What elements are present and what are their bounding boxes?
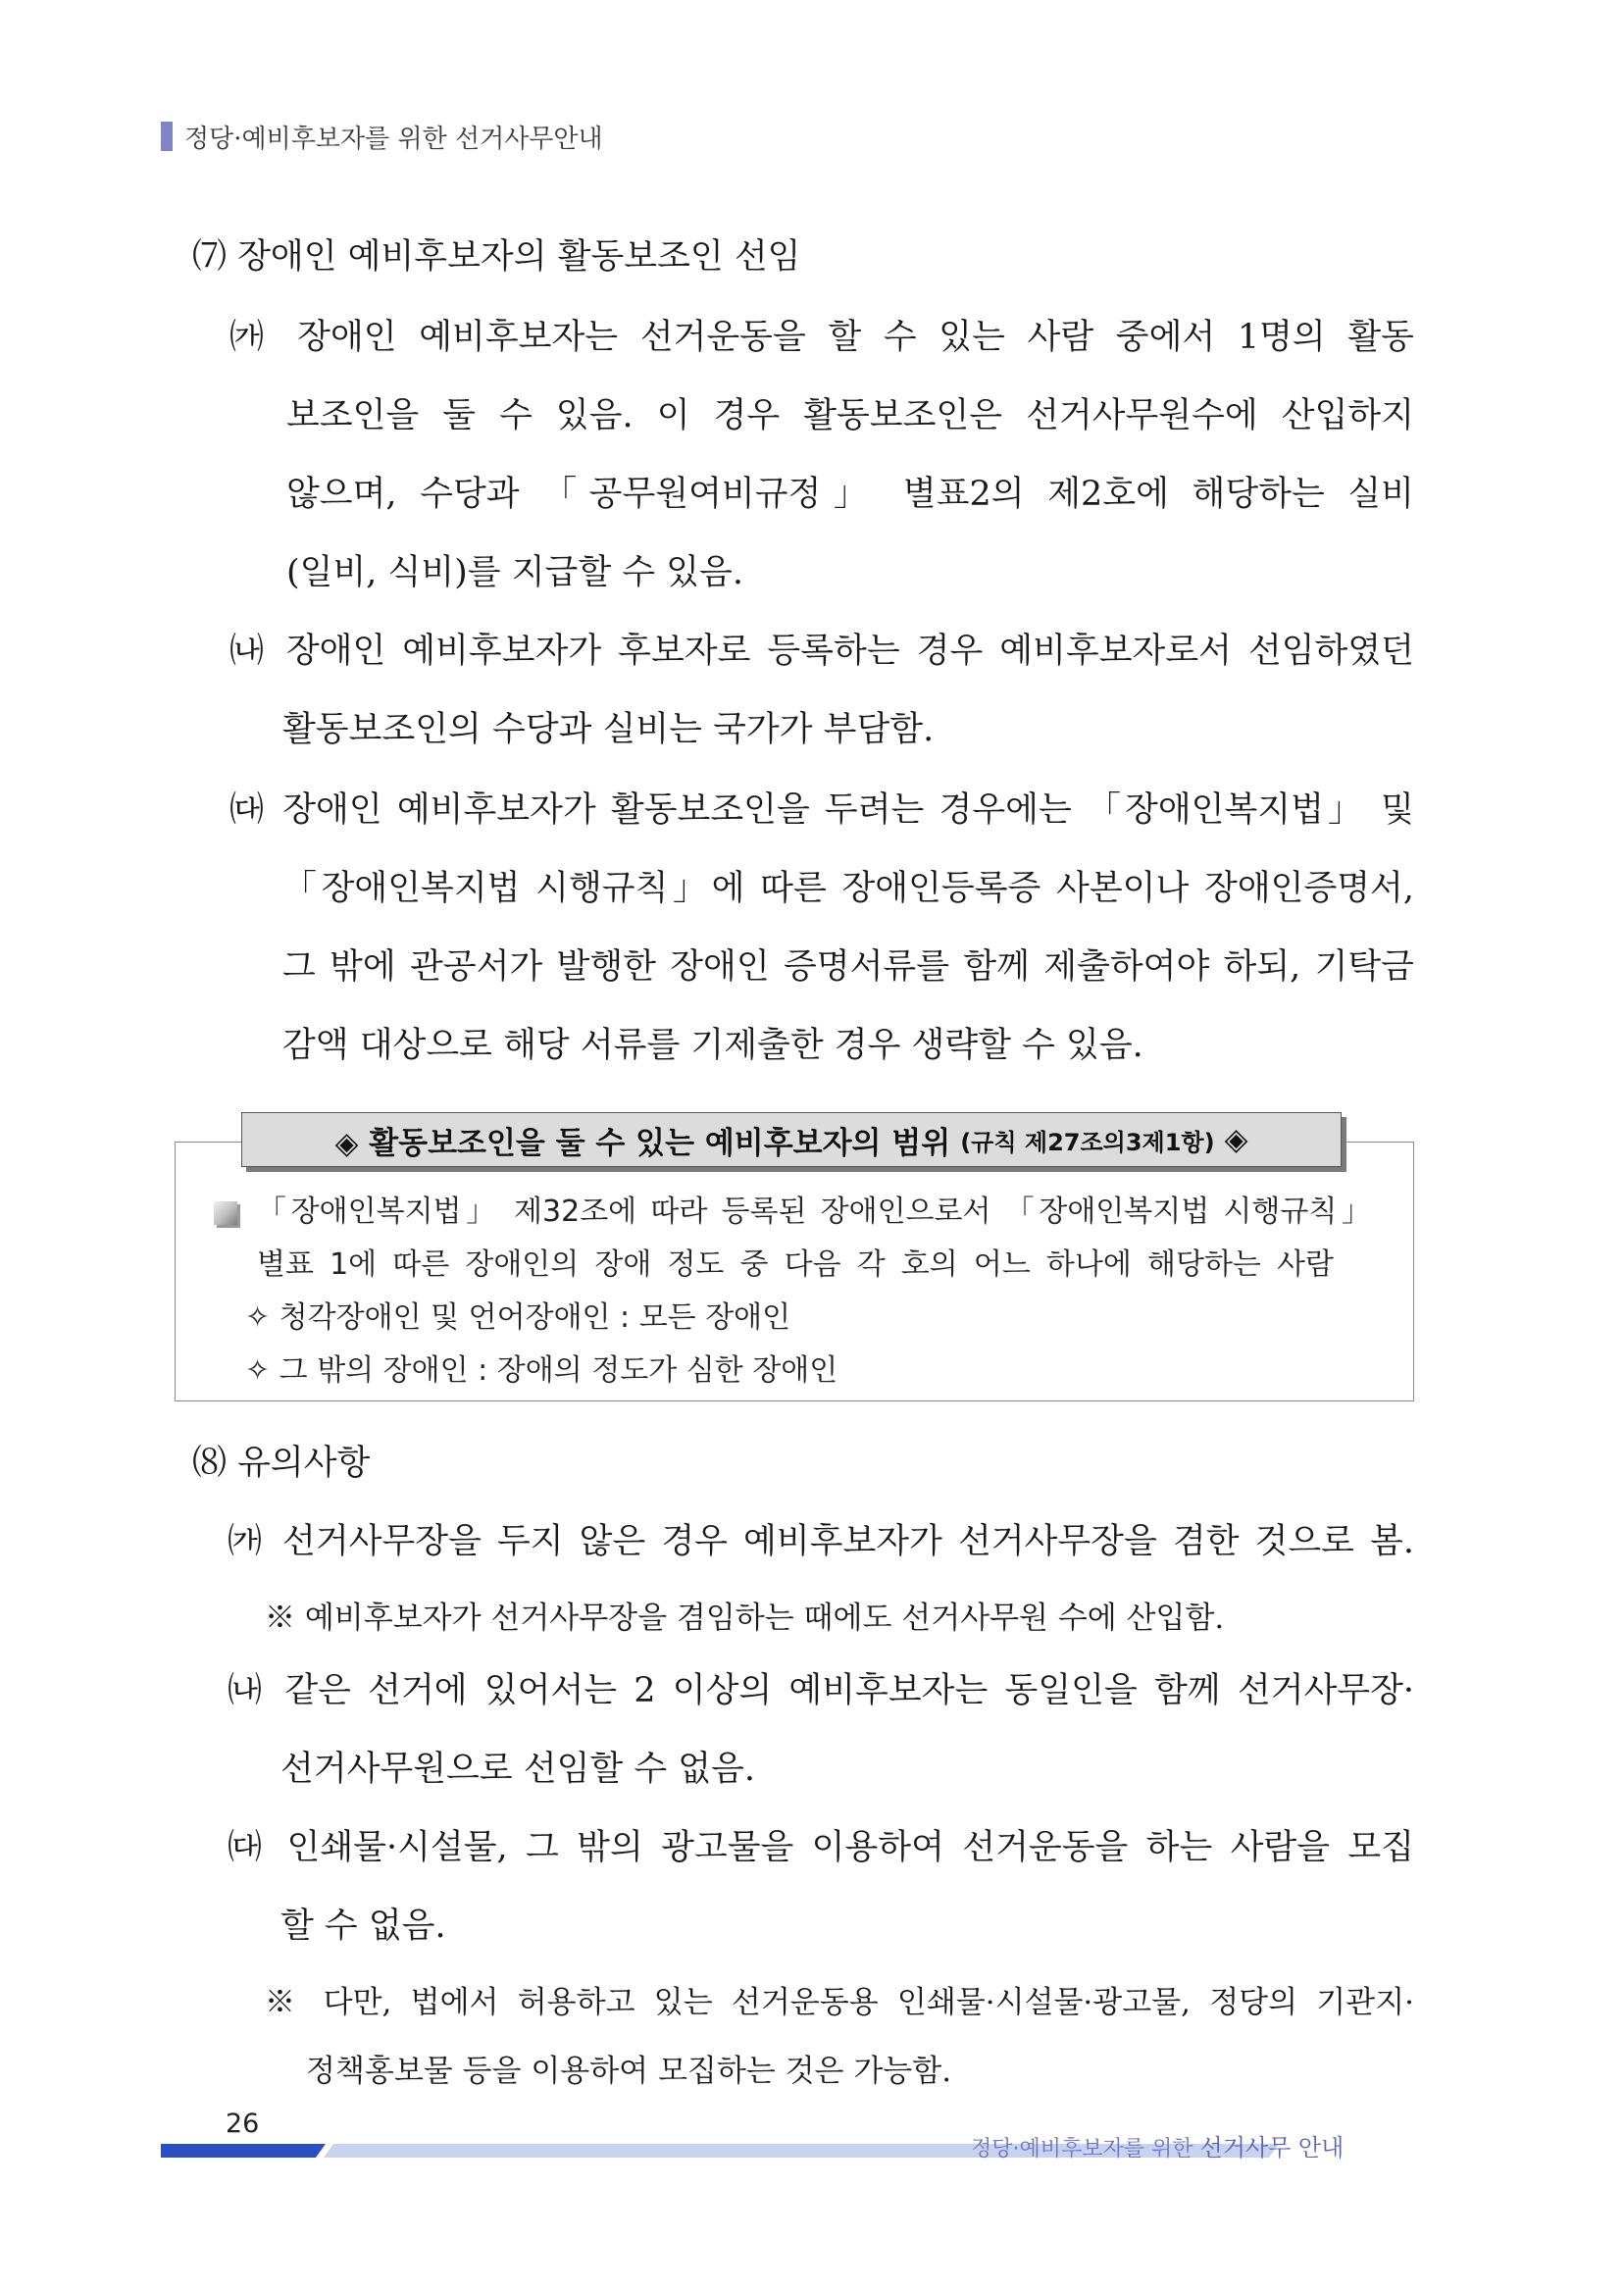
section7-ga-line4: (일비, 식비)를 지급할 수 있음. <box>286 553 743 592</box>
section8-ga: ㈎ 선거사무장을 두지 않은 경우 예비후보자가 선거사무장을 겸한 것으로 봄. <box>228 1522 1414 1561</box>
footer-title-small: 정당·예비후보자를 위한 <box>971 2137 1193 2162</box>
info-box-title-main: ◈ 활동보조인을 둘 수 있는 예비후보자의 범위 <box>334 1125 951 1161</box>
info-box-line2: 별표 1에 따른 장애인의 장애 정도 중 다음 각 호의 어느 하나에 해당하는 사람 <box>257 1247 1334 1282</box>
section8-da-line1: ㈐ 인쇄물·시설물, 그 밖의 광고물을 이용하여 선거운동을 하는 사람을 모집 <box>228 1828 1414 1867</box>
square-bullet-icon <box>214 1201 237 1225</box>
section7-na-line1: ㈏ 장애인 예비후보자가 후보자로 등록하는 경우 예비후보자로서 선임하였던 <box>229 632 1414 671</box>
section7-ga-line1: ㈎ 장애인 예비후보자는 선거운동을 할 수 있는 사람 중에서 1명의 활동 <box>229 318 1414 357</box>
footer-title-big: 선거사무 안내 <box>1199 2134 1345 2162</box>
running-header <box>161 120 603 153</box>
section8-ga-note: ※ 예비후보자가 선거사무장을 겸임하는 때에도 선거사무원 수에 산입함. <box>265 1601 1225 1636</box>
header-title: 정당·예비후보자를 위한 선거사무안내 <box>184 124 603 154</box>
section7-da-line1: ㈐ 장애인 예비후보자가 활동보조인을 두려는 경우에는 「장애인복지법」 및 <box>229 790 1414 830</box>
section8-da-note-line2: 정책홍보물 등을 이용하여 모집하는 것은 가능함. <box>306 2054 952 2089</box>
footer-title <box>971 2128 1344 2162</box>
info-box-title <box>241 1112 1342 1167</box>
section8-na-line2: 선거사무원으로 선임할 수 없음. <box>280 1750 756 1789</box>
section7-da-line3: 그 밖에 관공서가 발행한 장애인 증명서류를 함께 제출하여야 하되, 기탁금 <box>282 947 1414 987</box>
info-box-title-reference: (규칙 제27조의3제1항) <box>960 1128 1215 1156</box>
section8-na-line1: ㈏ 같은 선거에 있어서는 2 이상의 예비후보자는 동일인을 함께 선거사무장· <box>228 1671 1414 1710</box>
section7-da-line2: 「장애인복지법 시행규칙」에 따른 장애인등록증 사본이나 장애인증명서, <box>282 869 1414 908</box>
section7-ga-line3: 않으며, 수당과 「공무원여비규정」 별표2의 제2호에 해당하는 실비 <box>286 475 1414 514</box>
section7-da-line4: 감액 대상으로 해당 서류를 기제출한 경우 생략할 수 있음. <box>282 1026 1143 1065</box>
section8-heading: ⑻ 유의사항 <box>192 1444 371 1483</box>
section7-ga-line2: 보조인을 둘 수 있음. 이 경우 활동보조인은 선거사무원수에 산입하지 <box>286 396 1414 435</box>
info-box-line1: 「장애인복지법」 제32조에 따라 등록된 장애인으로서 「장애인복지법 시행규칙」 <box>257 1195 1371 1229</box>
info-box-title-end: ◈ <box>1224 1122 1248 1157</box>
page-number: 26 <box>226 2109 260 2139</box>
section7-heading: ⑺ 장애인 예비후보자의 활동보조인 선임 <box>192 237 801 277</box>
info-box-line3: ✧ 청각장애인 및 언어장애인 : 모든 장애인 <box>245 1300 791 1335</box>
header-accent-bar <box>161 122 173 151</box>
section8-da-note-line1: ※ 다만, 법에서 허용하고 있는 선거운동용 인쇄물·시설물·광고물, 정당의 기관지· <box>265 1985 1414 2020</box>
section7-na-line2: 활동보조인의 수당과 실비는 국가가 부담함. <box>282 710 935 749</box>
section8-da-line2: 할 수 없음. <box>280 1907 446 1946</box>
info-box-line4: ✧ 그 밖의 장애인 : 장애의 정도가 심한 장애인 <box>245 1353 838 1388</box>
